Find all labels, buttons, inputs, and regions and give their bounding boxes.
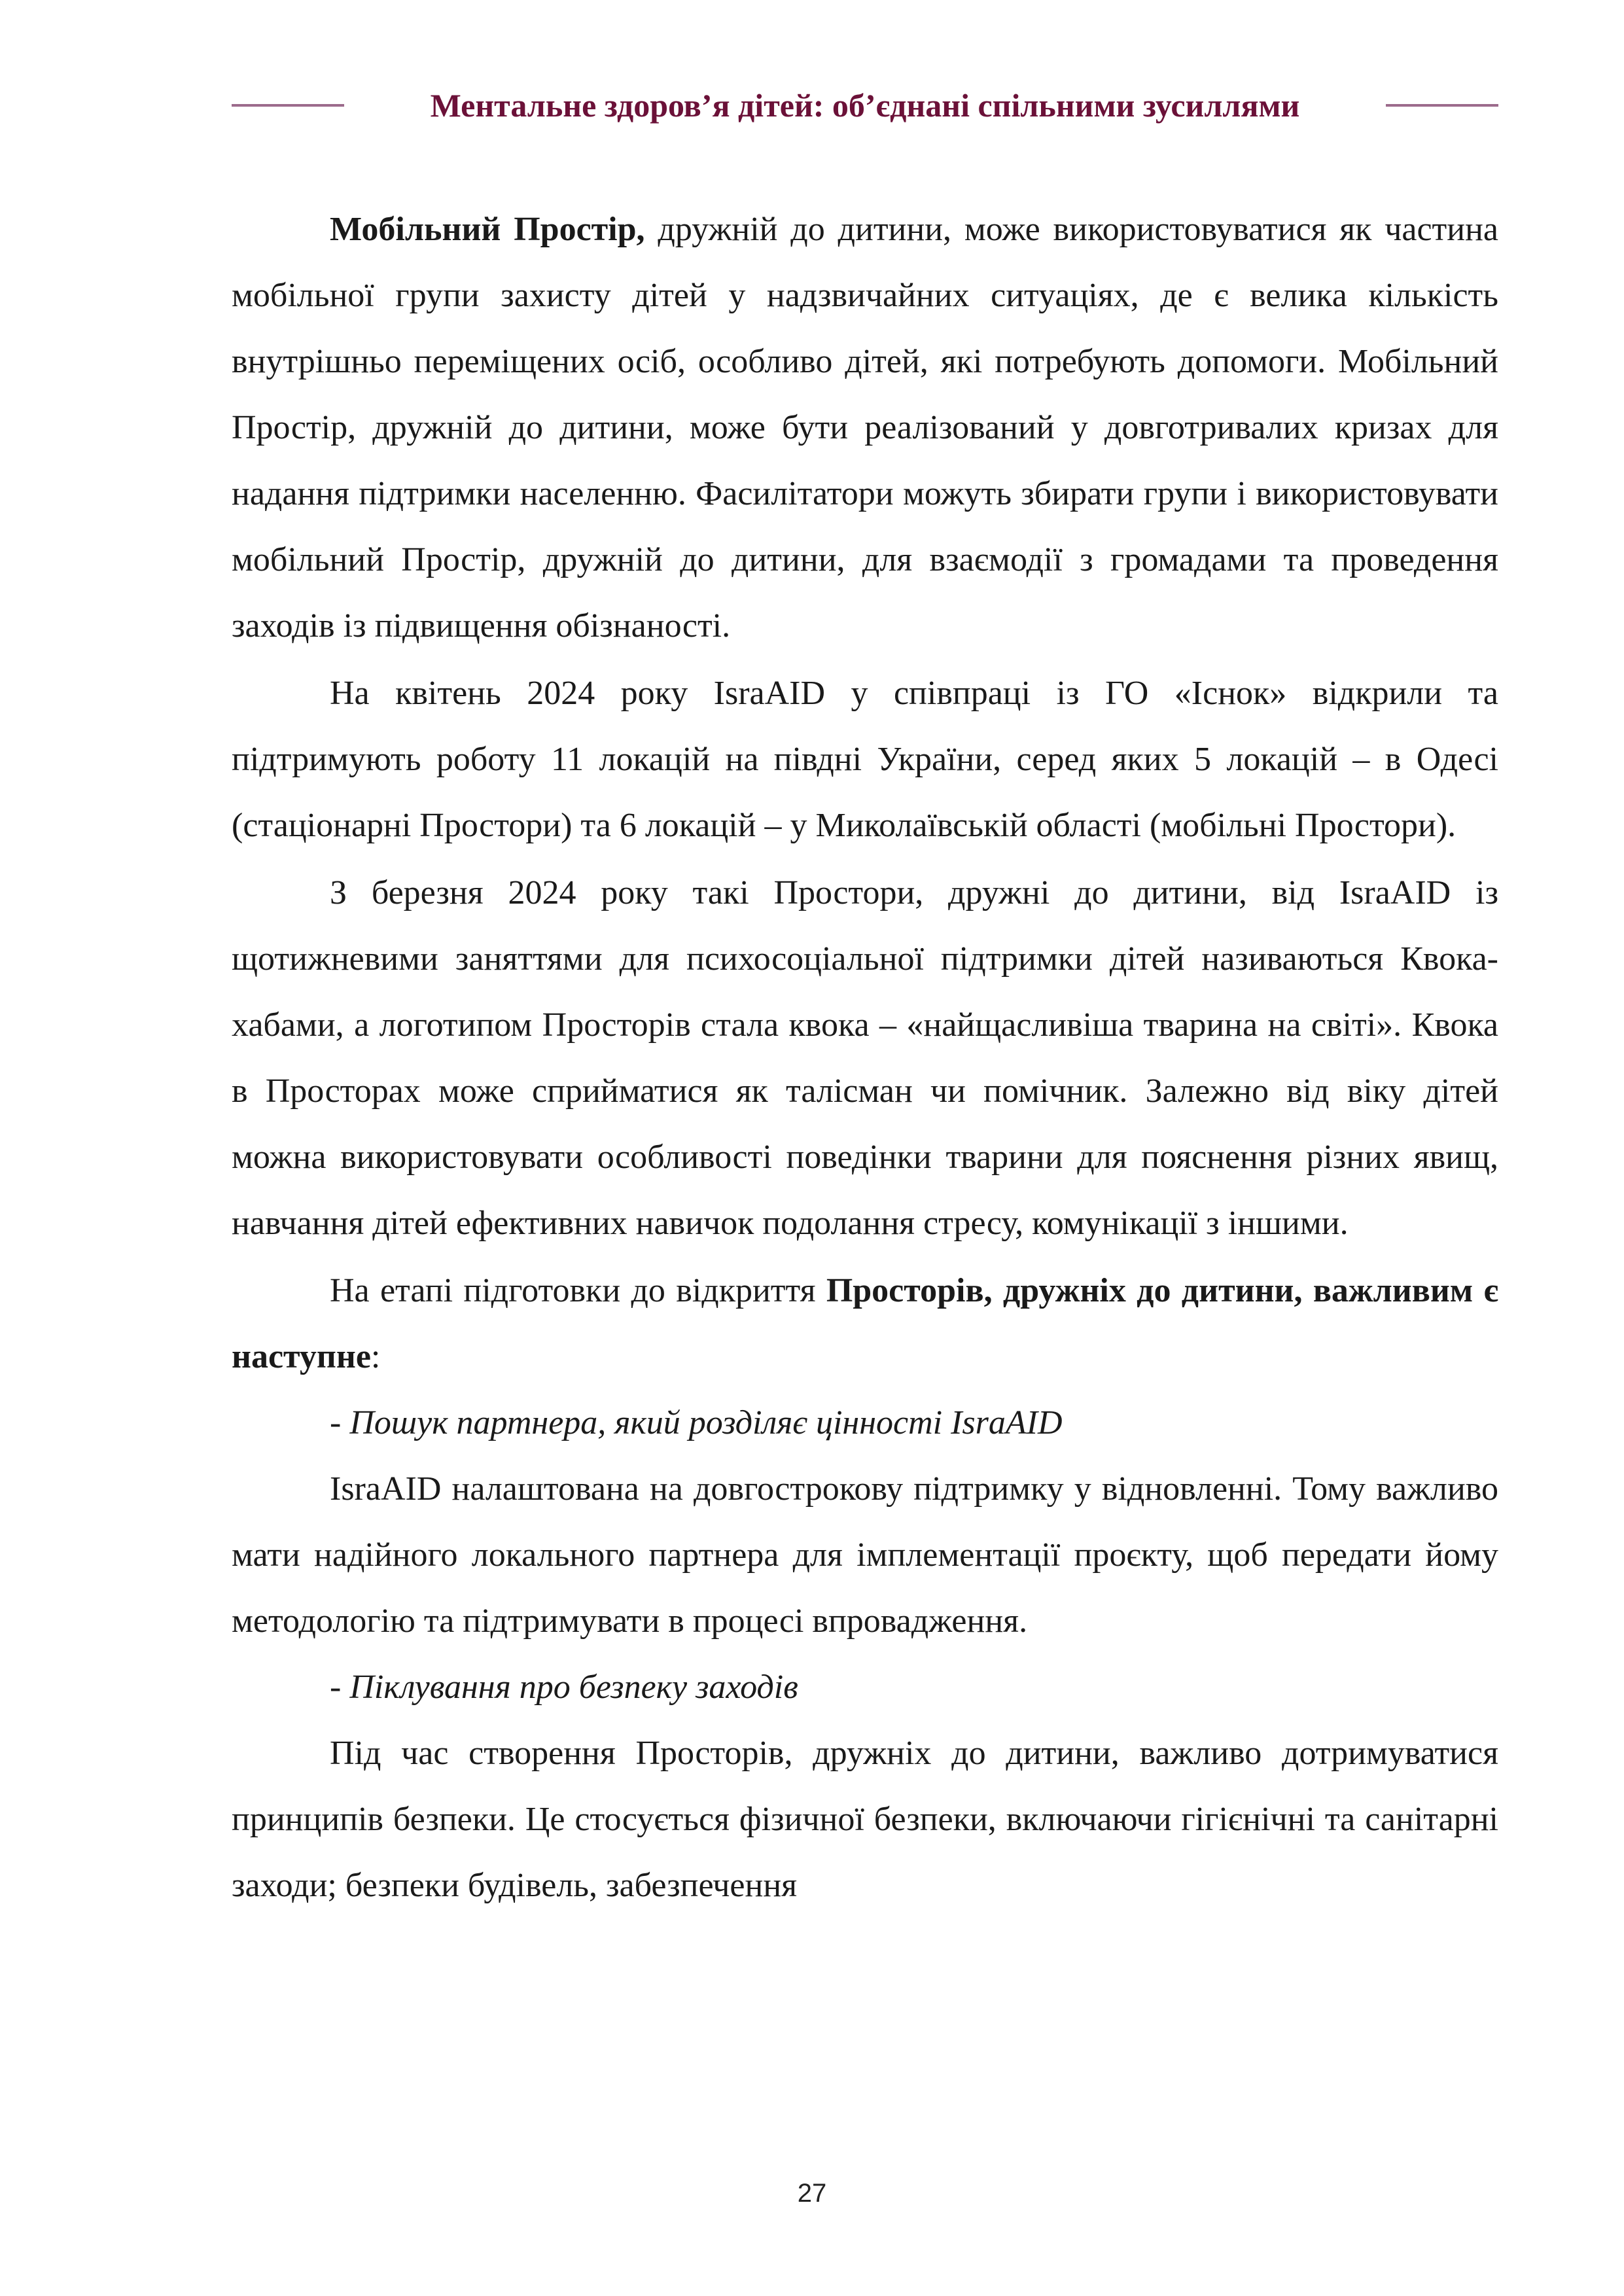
header-rule-right	[1386, 104, 1498, 107]
paragraph-quokka-hubs: З березня 2024 року такі Простори, дружні до дитини, від IsraAID із щотижневими заняттями для психосоціальної підтримки дітей називаються Квока-хабами, а логотипом Просторів стала квока – «найщасливіша тварина на світі». Квока в Просторах може сприйматися як талісман чи помічник. Залежно від віку дітей можна використовувати особливості поведінки тварини для пояснення різних явищ, навчання дітей ефективних навичок подолання стресу, комунікації з іншими.	[232, 874, 1498, 1242]
paragraph-locations: На квітень 2024 року IsraAID у співпраці із ГО «Існок» відкрили та підтримують роботу 11 локацій на півдні України, серед яких 5 локацій – в Одесі (стаціонарні Простори) та 6 локацій – у Миколаївській області (мобільні Простори).	[232, 675, 1498, 844]
list-item-partner-text: Пошук партнера, який розділяє цінності IsraAID	[349, 1404, 1063, 1441]
paragraph-long-term-support: IsraAID налаштована на довгострокову підтримку у відновленні. Тому важливо мати надійного локального партнера для імплементації проєкту, щоб передати йому методологію та підтримувати в процесі впровадження.	[232, 1470, 1498, 1640]
paragraph-mobile-space	[232, 196, 1498, 659]
paragraph-safety-principles: Під час створення Просторів, дружніх до дитини, важливо дотримуватися принципів безпеки. Це стосується фізичної безпеки, включаючи гігієнічні та санітарні заходи; безпеки будівель, забезпечення	[232, 1735, 1498, 1904]
paragraph-preparation-end: :	[370, 1338, 381, 1375]
paragraph-preparation-text: На етапі підготовки до відкриття	[330, 1272, 826, 1309]
page-body	[232, 196, 1498, 1918]
list-item-safety-text: Піклування про безпеку заходів	[349, 1669, 798, 1706]
paragraph-mobile-space-text: дружній до дитини, може використовуватися як частина мобільної групи захисту дітей у надзвичайних ситуаціях, де є велика кількість внутрішньо переміщених осіб, особливо дітей, які потребують допомоги. Мобільний Простір, дружній до дитини, може бути реалізований у довготривалих кризах для надання підтримки населенню. Фасилітатори можуть збирати групи і використовувати мобільний Простір, дружній до дитини, для взаємодії з громадами та проведення заходів із підвищення обізнаності.	[232, 211, 1498, 645]
list-item-safety-dash: -	[330, 1669, 350, 1706]
paragraph-preparation-bold: Просторів, дружніх до дитини, важливим є наступне	[232, 1272, 1498, 1375]
list-item-partner-dash: -	[330, 1404, 350, 1441]
running-header	[232, 86, 1498, 124]
page-number: 27	[797, 2179, 827, 2208]
list-item-safety	[232, 1654, 1498, 1720]
header-rule-left	[232, 104, 344, 107]
list-item-partner	[232, 1390, 1498, 1456]
paragraph-preparation	[232, 1258, 1498, 1390]
header-title: Ментальне здоров’я дітей: об’єднані спільними зусиллями	[430, 87, 1300, 124]
paragraph-mobile-space-lead: Мобільний Простір,	[330, 211, 645, 248]
